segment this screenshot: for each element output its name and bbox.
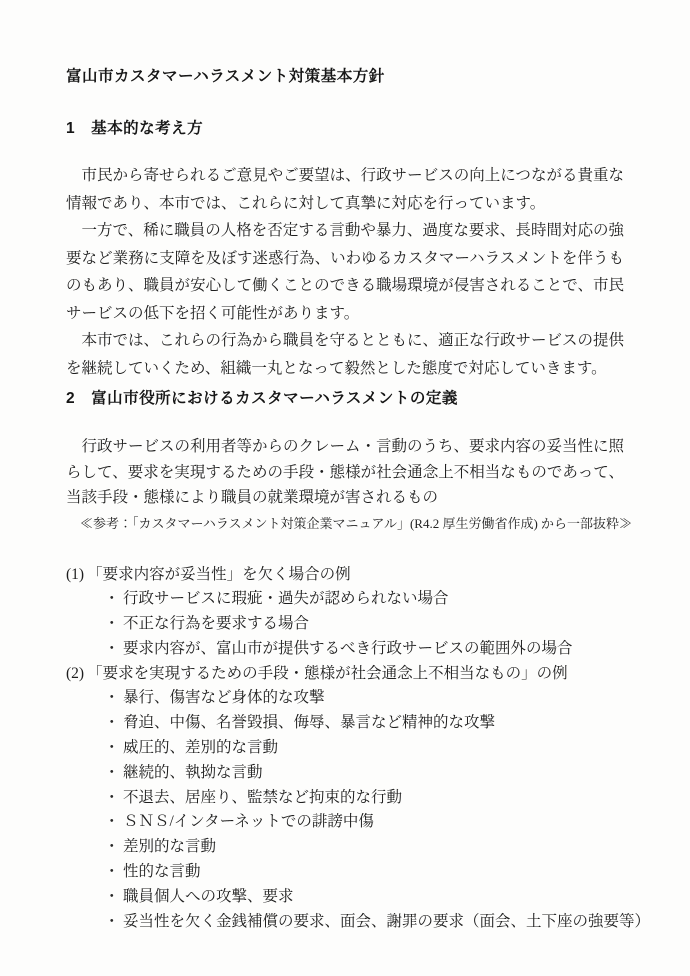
bullet-icon: ・	[104, 615, 120, 633]
bullet-icon: ・	[104, 912, 120, 930]
bullet-icon: ・	[104, 590, 120, 608]
list-item	[104, 711, 624, 736]
list-item	[104, 761, 624, 786]
definition-paragraph: 行政サービスの利用者等からのクレーム・言動のうち、要求内容の妥当性に照らして、要求を実現するための手段・態様が社会通念上不相当なものであって、当該手段・態様により職員の就業環境が害されるもの	[66, 438, 625, 506]
example-list	[66, 563, 651, 935]
list-item-text: 継続的、執拗な言動	[123, 763, 263, 781]
list-item-text: 「要求内容が妥当性」を欠く場合の例	[87, 565, 351, 583]
list-item	[66, 563, 624, 588]
bullet-icon: ・	[104, 639, 120, 657]
paragraph: 一方で、稀に職員の人格を否定する言動や暴力、過度な要求、長時間対応の強要など業務に支障を及ぼす迷惑行為、いわゆるカスタマーハラスメントを伴うものもあり、職員が安心して働くことのできる職場環境が侵害されることで、市民サービスの低下を招く可能性があります。	[66, 222, 624, 322]
section-1-body	[66, 162, 624, 382]
bullet-icon: ・	[104, 887, 120, 905]
section-1-heading: 1 基本的な考え方	[66, 120, 204, 137]
bullet-icon: ・	[104, 788, 120, 806]
list-item-text: 行政サービスに瑕疵・過失が認められない場合	[123, 590, 449, 608]
bullet-icon: ・	[104, 813, 120, 831]
list-item-text: 差別的な言動	[123, 838, 217, 856]
list-item-text: ＳＮＳ/インターネットでの誹謗中傷	[123, 813, 374, 831]
list-item-text: 要求内容が、富山市が提供するべき行政サービスの範囲外の場合	[123, 639, 573, 657]
list-item-text: 不退去、居座り、監禁など拘束的な行動	[123, 788, 403, 806]
paragraph: 本市では、これらの行為から職員を守るとともに、適正な行政サービスの提供を継続していくため、組織一丸となって毅然とした態度で対応していきます。	[66, 332, 625, 377]
list-item-text: 「要求を実現するための手段・態様が社会通念上不相当なもの」の例	[87, 664, 568, 682]
bullet-icon: ・	[104, 689, 120, 707]
bullet-icon: ・	[104, 763, 120, 781]
list-item	[104, 686, 624, 711]
list-item	[104, 910, 651, 935]
list-item-text: 性的な言動	[123, 863, 201, 881]
bullet-icon: ・	[104, 714, 120, 732]
list-item	[66, 662, 624, 687]
document-title: 富山市カスタマーハラスメント対策基本方針	[66, 68, 385, 85]
list-item-text: 職員個人への攻撃、要求	[123, 887, 294, 905]
list-item-text: 脅迫、中傷、名誉毀損、侮辱、暴言など精神的な攻撃	[123, 714, 496, 732]
bullet-icon: ・	[104, 863, 120, 881]
list-item-text: 暴行、傷害など身体的な攻撃	[123, 689, 325, 707]
list-item-text: 不正な行為を要求する場合	[123, 615, 310, 633]
bullet-icon: ・	[104, 739, 120, 757]
list-item	[104, 835, 624, 860]
list-item	[104, 885, 624, 910]
reference-note: ≪参考：「カスタマーハラスメント対策企業マニュアル」(R4.2 厚生労働省作成) から一部抜粋≫	[80, 515, 633, 531]
section-2-heading: 2 富山市役所におけるカスタマーハラスメントの定義	[66, 390, 458, 407]
paragraph: 市民から寄せられるご意見やご要望は、行政サービスの向上につながる貴重な情報であり、本市では、これらに対して真摯に対応を行っています。	[66, 167, 624, 212]
bullet-icon: ・	[104, 838, 120, 856]
list-item-text: 威圧的、差別的な言動	[123, 739, 279, 757]
list-item-text: 妥当性を欠く金銭補償の要求、面会、謝罪の要求（面会、土下座の強要等）	[123, 912, 651, 930]
list-item	[104, 810, 624, 835]
item-number: (1)	[66, 565, 85, 583]
list-item	[104, 612, 624, 637]
list-item	[104, 637, 624, 662]
section-2-body	[66, 434, 633, 537]
list-item	[104, 786, 624, 811]
list-item	[104, 860, 624, 885]
list-item	[104, 736, 624, 761]
list-item	[104, 587, 624, 612]
item-number: (2)	[66, 664, 85, 682]
